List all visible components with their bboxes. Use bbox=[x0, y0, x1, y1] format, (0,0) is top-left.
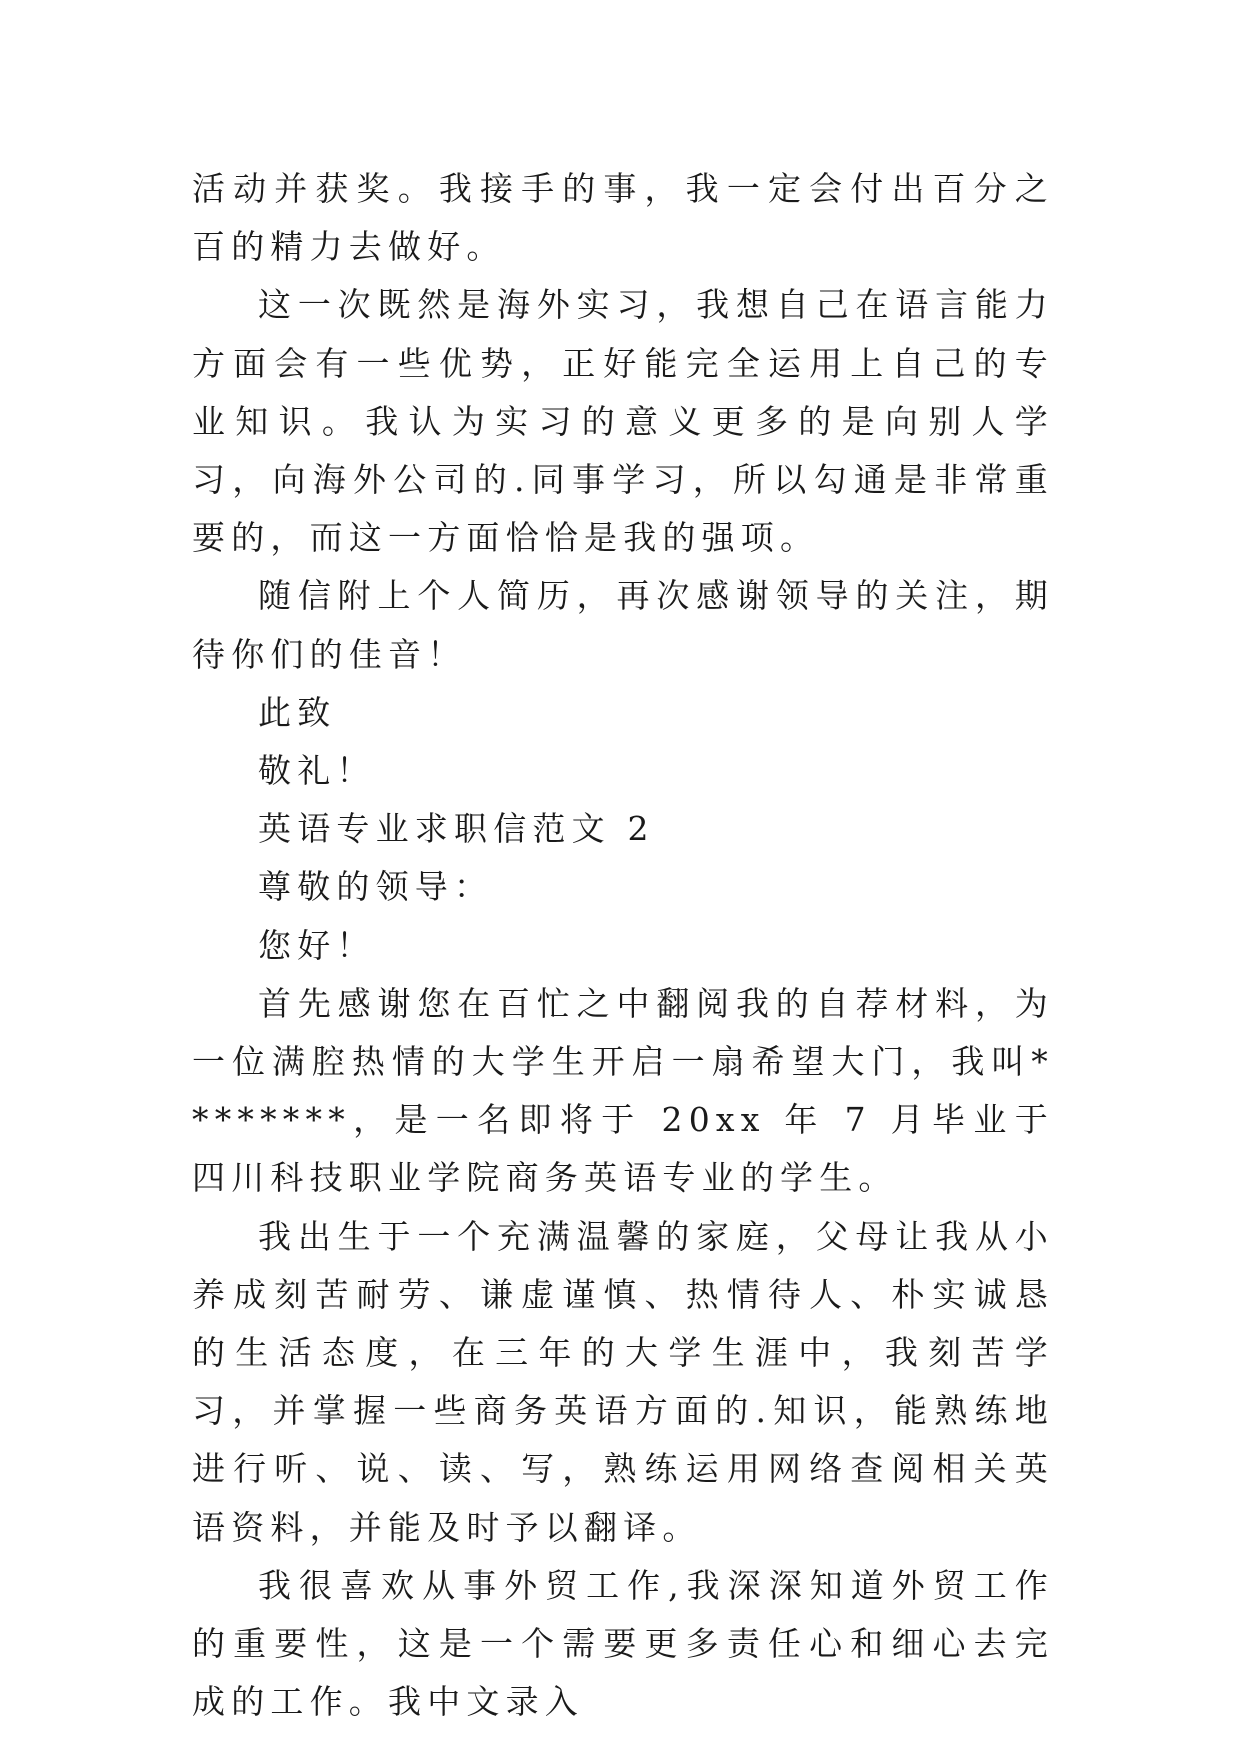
section-title: 英语专业求职信范文 2 bbox=[258, 809, 655, 849]
paragraph: 活动并获奖。我接手的事，我一定会付出百分之百的精力去做好。 bbox=[192, 169, 1054, 267]
closing-salutation: 此致 bbox=[258, 692, 337, 732]
greeting: 您好！ bbox=[258, 925, 376, 965]
paragraph: 这一次既然是海外实习，我想自己在语言能力方面会有一些优势，正好能完全运用上自己的专业知识。我认为实习的意义更多的是向别人学习，向海外公司的.同事学习，所以勾通是非常重要的，而这一方面恰恰是我的强项。 bbox=[192, 285, 1054, 558]
paragraph: 我出生于一个充满温馨的家庭，父母让我从小养成刻苦耐劳、谦虚谨慎、热情待人、朴实诚恳的生活态度，在三年的大学生涯中，我刻苦学习，并掌握一些商务英语方面的.知识，能熟练地进行听、说、读、写，熟练运用网络查阅相关英语资料，并能及时予以翻译。 bbox=[192, 1216, 1054, 1547]
closing-regards: 敬礼！ bbox=[258, 751, 376, 791]
paragraph: 我很喜欢从事外贸工作,我深深知道外贸工作的重要性，这是一个需要更多责任心和细心去完成的工作。我中文录入 bbox=[192, 1565, 1054, 1722]
document-body bbox=[192, 160, 1054, 1731]
paragraph: 随信附上个人简历，再次感谢领导的关注，期待你们的佳音！ bbox=[192, 576, 1054, 674]
greeting-addressee: 尊敬的领导： bbox=[258, 867, 494, 907]
paragraph: 首先感谢您在百忙之中翻阅我的自荐材料，为一位满腔热情的大学生开启一扇希望大门，我叫********，是一名即将于 20xx 年 7 月毕业于四川科技职业学院商务英语专业的学生。 bbox=[192, 983, 1054, 1198]
